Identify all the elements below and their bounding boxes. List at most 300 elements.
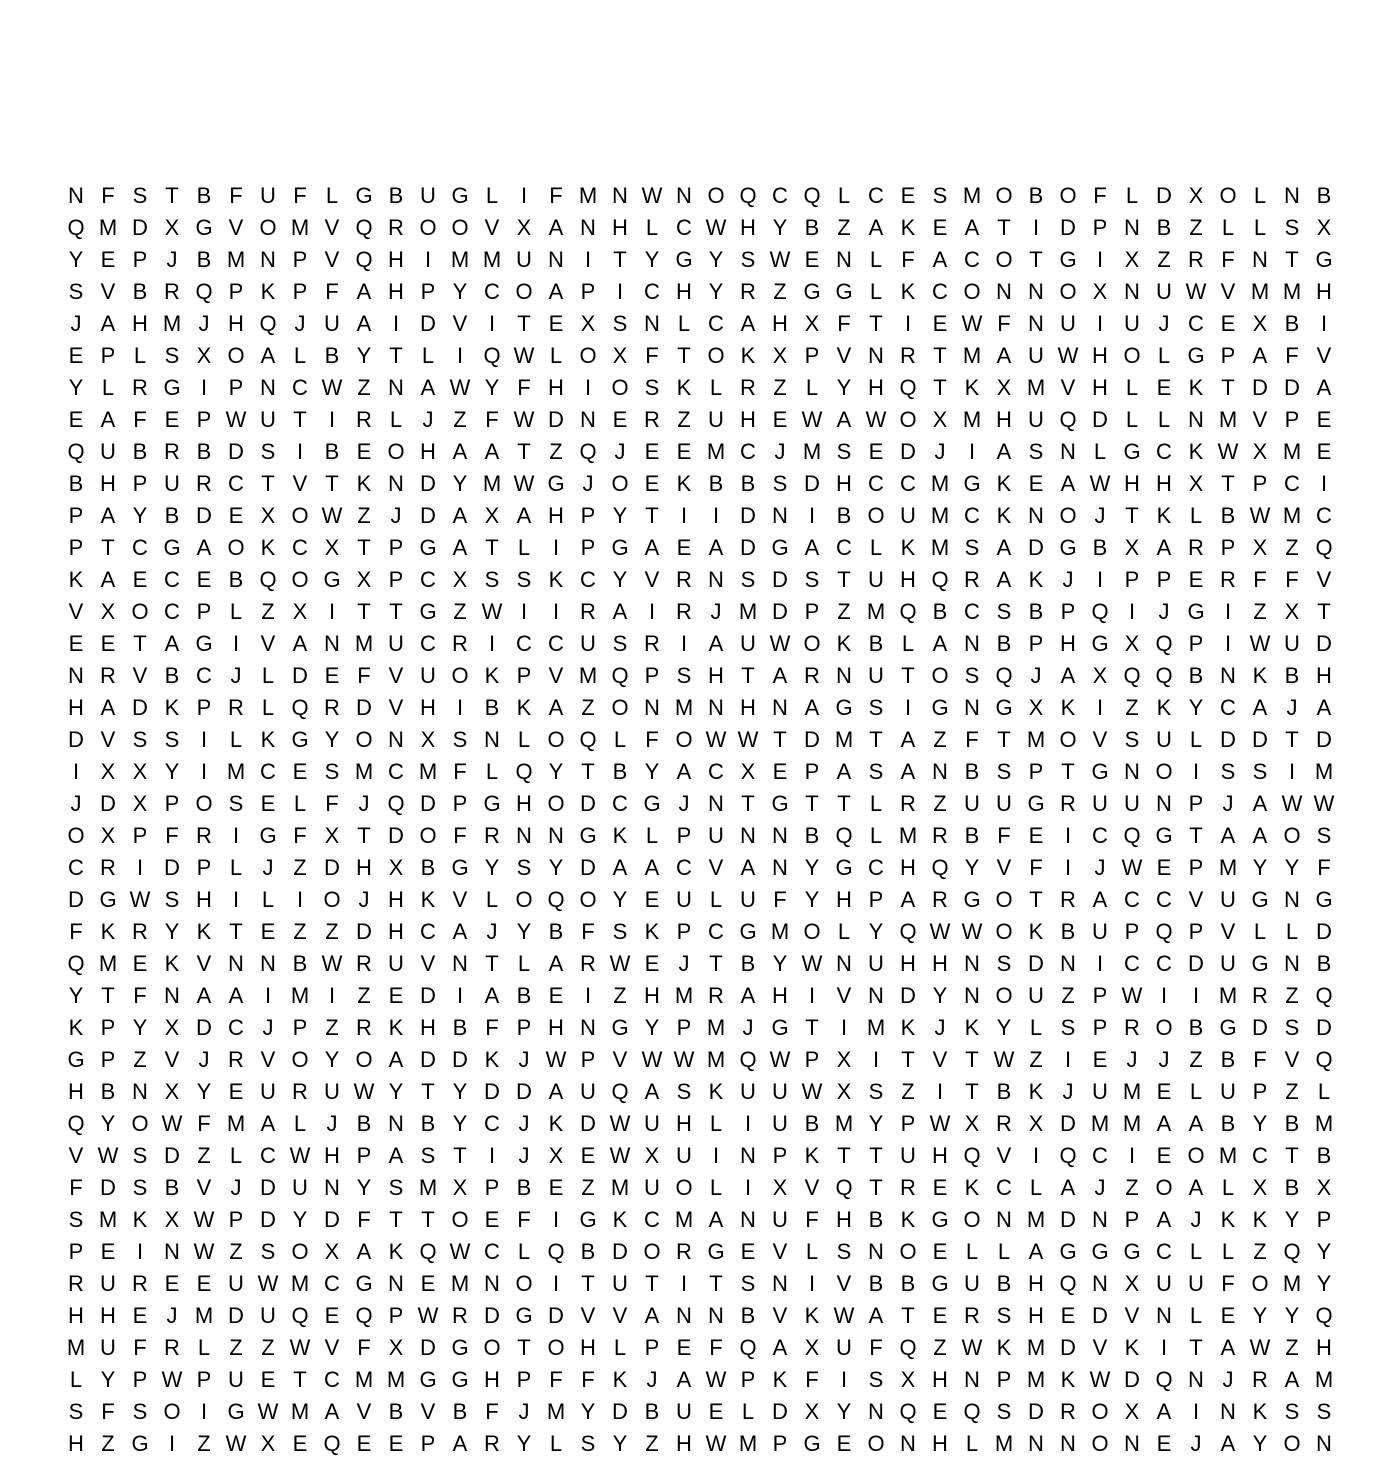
letter-cell[interactable]: O <box>451 663 469 688</box>
letter-cell[interactable]: W <box>961 311 983 336</box>
letter-cell[interactable]: L <box>1317 1079 1331 1104</box>
letter-cell[interactable]: R <box>804 663 820 688</box>
letter-cell[interactable]: P <box>644 663 660 688</box>
letter-cell[interactable]: E <box>196 567 212 592</box>
letter-cell[interactable]: C <box>836 535 852 560</box>
letter-cell[interactable]: X <box>452 567 468 592</box>
letter-cell[interactable]: Q <box>931 855 949 880</box>
letter-cell[interactable]: Z <box>325 1015 339 1040</box>
letter-cell[interactable]: E <box>772 759 788 784</box>
letter-cell[interactable]: W <box>673 1047 695 1072</box>
letter-cell[interactable]: T <box>325 471 339 496</box>
letter-cell[interactable]: V <box>1092 727 1108 752</box>
letter-cell[interactable]: F <box>229 183 243 208</box>
letter-cell[interactable]: D <box>484 1079 500 1104</box>
letter-cell[interactable]: B <box>996 1079 1012 1104</box>
letter-cell[interactable]: N <box>708 567 724 592</box>
letter-cell[interactable]: N <box>1284 183 1300 208</box>
letter-cell[interactable]: N <box>1284 951 1300 976</box>
letter-cell[interactable]: A <box>324 1399 340 1424</box>
letter-cell[interactable]: G <box>483 791 501 816</box>
letter-cell[interactable]: E <box>484 1207 500 1232</box>
letter-cell[interactable]: R <box>228 695 244 720</box>
letter-cell[interactable]: D <box>740 535 756 560</box>
letter-cell[interactable]: L <box>549 343 563 368</box>
letter-cell[interactable]: S <box>868 695 884 720</box>
letter-cell[interactable]: U <box>260 183 276 208</box>
letter-cell[interactable]: W <box>1185 279 1207 304</box>
letter-cell[interactable]: G <box>547 471 565 496</box>
letter-cell[interactable]: B <box>324 439 340 464</box>
letter-cell[interactable]: U <box>420 663 436 688</box>
letter-cell[interactable]: A <box>1252 791 1268 816</box>
letter-cell[interactable]: X <box>1124 1271 1140 1296</box>
letter-cell[interactable]: O <box>1059 279 1077 304</box>
letter-cell[interactable]: A <box>1188 1175 1204 1200</box>
letter-cell[interactable]: C <box>548 631 564 656</box>
letter-cell[interactable]: P <box>100 1047 116 1072</box>
letter-cell[interactable]: L <box>133 343 147 368</box>
letter-cell[interactable]: N <box>1060 1431 1076 1456</box>
letter-cell[interactable]: B <box>996 1271 1012 1296</box>
letter-cell[interactable]: I <box>616 279 624 304</box>
letter-cell[interactable]: H <box>1316 1335 1332 1360</box>
letter-cell[interactable]: N <box>964 631 980 656</box>
letter-cell[interactable]: A <box>1156 1111 1172 1136</box>
letter-cell[interactable]: L <box>1253 919 1267 944</box>
letter-cell[interactable]: Y <box>804 855 820 880</box>
letter-cell[interactable]: E <box>260 919 276 944</box>
letter-cell[interactable]: I <box>840 1015 848 1040</box>
letter-cell[interactable]: W <box>1121 855 1143 880</box>
letter-cell[interactable]: W <box>769 631 791 656</box>
letter-cell[interactable]: N <box>772 1271 788 1296</box>
letter-cell[interactable]: E <box>548 1175 564 1200</box>
letter-cell[interactable]: S <box>388 1175 404 1200</box>
letter-cell[interactable]: J <box>518 1111 530 1136</box>
letter-cell[interactable]: B <box>196 247 212 272</box>
letter-cell[interactable]: G <box>355 183 373 208</box>
letter-cell[interactable]: K <box>772 1367 788 1392</box>
letter-cell[interactable]: R <box>1060 887 1076 912</box>
letter-cell[interactable]: A <box>1188 1111 1204 1136</box>
letter-cell[interactable]: V <box>228 215 244 240</box>
letter-cell[interactable]: S <box>996 1303 1012 1328</box>
letter-cell[interactable]: M <box>1026 375 1046 400</box>
letter-cell[interactable]: E <box>132 1303 148 1328</box>
letter-cell[interactable]: A <box>484 439 500 464</box>
letter-cell[interactable]: A <box>676 759 692 784</box>
letter-cell[interactable]: T <box>837 567 851 592</box>
letter-cell[interactable]: W <box>769 247 791 272</box>
letter-cell[interactable]: G <box>675 247 693 272</box>
letter-cell[interactable]: X <box>548 1143 564 1168</box>
letter-cell[interactable]: J <box>582 471 594 496</box>
letter-cell[interactable]: F <box>581 919 595 944</box>
letter-cell[interactable]: C <box>1092 1143 1108 1168</box>
letter-cell[interactable]: G <box>1155 823 1173 848</box>
letter-cell[interactable]: M <box>1218 983 1238 1008</box>
letter-cell[interactable]: V <box>484 215 500 240</box>
letter-cell[interactable]: M <box>482 471 502 496</box>
letter-cell[interactable]: G <box>451 855 469 880</box>
letter-cell[interactable]: E <box>388 983 404 1008</box>
letter-cell[interactable]: M <box>354 759 374 784</box>
letter-cell[interactable]: M <box>1282 1271 1302 1296</box>
letter-cell[interactable]: D <box>580 791 596 816</box>
letter-cell[interactable]: A <box>452 439 468 464</box>
letter-cell[interactable]: L <box>1125 375 1139 400</box>
letter-cell[interactable]: H <box>676 279 692 304</box>
letter-cell[interactable]: O <box>67 823 85 848</box>
letter-cell[interactable]: C <box>676 215 692 240</box>
letter-cell[interactable]: N <box>388 1271 404 1296</box>
letter-cell[interactable]: A <box>836 759 852 784</box>
letter-cell[interactable]: B <box>804 1111 820 1136</box>
letter-cell[interactable]: X <box>1252 311 1268 336</box>
letter-cell[interactable]: P <box>292 279 308 304</box>
letter-cell[interactable]: J <box>166 1303 178 1328</box>
letter-cell[interactable]: B <box>740 951 756 976</box>
letter-cell[interactable]: H <box>644 983 660 1008</box>
letter-cell[interactable]: B <box>196 439 212 464</box>
letter-cell[interactable]: Q <box>899 599 917 624</box>
letter-cell[interactable]: G <box>419 535 437 560</box>
letter-cell[interactable]: Z <box>1125 695 1139 720</box>
letter-cell[interactable]: C <box>1284 471 1300 496</box>
letter-cell[interactable]: L <box>229 599 243 624</box>
letter-cell[interactable]: A <box>1156 1399 1172 1424</box>
letter-cell[interactable]: R <box>900 1175 916 1200</box>
letter-cell[interactable]: D <box>1124 1367 1140 1392</box>
letter-cell[interactable]: W <box>129 887 151 912</box>
letter-cell[interactable]: G <box>163 375 181 400</box>
letter-cell[interactable]: X <box>516 215 532 240</box>
letter-cell[interactable]: D <box>164 855 180 880</box>
letter-cell[interactable]: W <box>641 1047 663 1072</box>
letter-cell[interactable]: D <box>484 1303 500 1328</box>
letter-cell[interactable]: A <box>548 215 564 240</box>
letter-cell[interactable]: K <box>1188 439 1204 464</box>
letter-cell[interactable]: L <box>1125 183 1139 208</box>
letter-cell[interactable]: B <box>1060 919 1076 944</box>
letter-cell[interactable]: L <box>805 1239 819 1264</box>
letter-cell[interactable]: I <box>424 247 432 272</box>
letter-cell[interactable]: U <box>1220 887 1236 912</box>
letter-cell[interactable]: T <box>389 343 403 368</box>
letter-cell[interactable]: S <box>868 1079 884 1104</box>
letter-cell[interactable]: L <box>709 1175 723 1200</box>
letter-cell[interactable]: N <box>996 1207 1012 1232</box>
letter-cell[interactable]: E <box>932 1399 948 1424</box>
letter-cell[interactable]: F <box>549 1367 563 1392</box>
letter-cell[interactable]: D <box>900 983 916 1008</box>
letter-cell[interactable]: Y <box>164 919 180 944</box>
letter-cell[interactable]: G <box>1059 247 1077 272</box>
letter-cell[interactable]: Z <box>101 1431 115 1456</box>
letter-cell[interactable]: W <box>417 1303 439 1328</box>
letter-cell[interactable]: M <box>290 215 310 240</box>
letter-cell[interactable]: A <box>388 1143 404 1168</box>
letter-cell[interactable]: M <box>962 183 982 208</box>
letter-cell[interactable]: J <box>1190 1431 1202 1456</box>
letter-cell[interactable]: Z <box>1285 1335 1299 1360</box>
letter-cell[interactable]: H <box>932 951 948 976</box>
letter-cell[interactable]: O <box>995 919 1013 944</box>
letter-cell[interactable]: K <box>612 823 628 848</box>
letter-cell[interactable]: K <box>900 279 916 304</box>
letter-cell[interactable]: D <box>1156 183 1172 208</box>
letter-cell[interactable]: N <box>740 823 756 848</box>
letter-cell[interactable]: E <box>68 631 84 656</box>
letter-cell[interactable]: R <box>900 791 916 816</box>
letter-cell[interactable]: T <box>485 951 499 976</box>
letter-cell[interactable]: V <box>1124 1303 1140 1328</box>
letter-cell[interactable]: Z <box>901 1079 915 1104</box>
letter-cell[interactable]: V <box>100 727 116 752</box>
letter-cell[interactable]: D <box>1060 215 1076 240</box>
letter-cell[interactable]: M <box>674 695 694 720</box>
letter-cell[interactable]: O <box>291 1047 309 1072</box>
letter-cell[interactable]: Y <box>452 471 468 496</box>
letter-cell[interactable]: Z <box>773 279 787 304</box>
letter-cell[interactable]: D <box>1060 1335 1076 1360</box>
letter-cell[interactable]: P <box>1188 855 1204 880</box>
letter-cell[interactable]: E <box>356 1431 372 1456</box>
letter-cell[interactable]: Q <box>483 343 501 368</box>
letter-cell[interactable]: D <box>132 215 148 240</box>
letter-cell[interactable]: S <box>1284 1015 1300 1040</box>
letter-cell[interactable]: O <box>579 343 597 368</box>
letter-cell[interactable]: P <box>804 599 820 624</box>
letter-cell[interactable]: L <box>517 727 531 752</box>
letter-cell[interactable]: R <box>196 823 212 848</box>
letter-cell[interactable]: Y <box>1284 855 1300 880</box>
letter-cell[interactable]: E <box>100 1239 116 1264</box>
letter-cell[interactable]: D <box>420 471 436 496</box>
letter-cell[interactable]: L <box>1157 343 1171 368</box>
letter-cell[interactable]: B <box>868 631 884 656</box>
letter-cell[interactable]: P <box>196 599 212 624</box>
letter-cell[interactable]: J <box>1222 791 1234 816</box>
letter-cell[interactable]: Q <box>67 951 85 976</box>
letter-cell[interactable]: Q <box>67 439 85 464</box>
letter-cell[interactable]: H <box>772 983 788 1008</box>
letter-cell[interactable]: B <box>1092 535 1108 560</box>
letter-cell[interactable]: J <box>518 1143 530 1168</box>
letter-cell[interactable]: I <box>1096 311 1104 336</box>
letter-cell[interactable]: D <box>612 1399 628 1424</box>
letter-cell[interactable]: T <box>773 727 787 752</box>
letter-cell[interactable]: W <box>321 951 343 976</box>
letter-cell[interactable]: Z <box>1189 215 1203 240</box>
letter-cell[interactable]: B <box>484 695 500 720</box>
letter-cell[interactable]: J <box>1158 311 1170 336</box>
letter-cell[interactable]: H <box>132 311 148 336</box>
letter-cell[interactable]: P <box>388 1303 404 1328</box>
letter-cell[interactable]: H <box>1316 663 1332 688</box>
letter-cell[interactable]: W <box>1313 791 1335 816</box>
letter-cell[interactable]: B <box>1284 1175 1300 1200</box>
letter-cell[interactable]: N <box>1124 215 1140 240</box>
letter-cell[interactable]: C <box>708 919 724 944</box>
letter-cell[interactable]: W <box>705 1431 727 1456</box>
letter-cell[interactable]: K <box>1156 503 1172 528</box>
letter-cell[interactable]: M <box>1090 1111 1110 1136</box>
letter-cell[interactable]: L <box>389 407 403 432</box>
letter-cell[interactable]: O <box>1091 1399 1109 1424</box>
letter-cell[interactable]: C <box>164 567 180 592</box>
letter-cell[interactable]: F <box>133 407 147 432</box>
letter-cell[interactable]: W <box>609 951 631 976</box>
letter-cell[interactable]: R <box>1124 1015 1140 1040</box>
letter-cell[interactable]: H <box>900 567 916 592</box>
letter-cell[interactable]: J <box>518 1399 530 1424</box>
letter-cell[interactable]: F <box>357 1335 371 1360</box>
letter-cell[interactable]: X <box>164 215 180 240</box>
letter-cell[interactable]: G <box>963 887 981 912</box>
letter-cell[interactable]: G <box>1091 759 1109 784</box>
letter-cell[interactable]: U <box>964 791 980 816</box>
letter-cell[interactable]: M <box>1122 1079 1142 1104</box>
letter-cell[interactable]: T <box>997 727 1011 752</box>
letter-cell[interactable]: U <box>516 247 532 272</box>
letter-cell[interactable]: Q <box>963 1399 981 1424</box>
letter-cell[interactable]: E <box>164 407 180 432</box>
letter-cell[interactable]: I <box>712 503 720 528</box>
letter-cell[interactable]: M <box>930 535 950 560</box>
letter-cell[interactable]: I <box>808 983 816 1008</box>
letter-cell[interactable]: B <box>964 823 980 848</box>
letter-cell[interactable]: I <box>1320 471 1328 496</box>
letter-cell[interactable]: Y <box>612 887 628 912</box>
letter-cell[interactable]: N <box>1124 279 1140 304</box>
letter-cell[interactable]: Z <box>261 599 275 624</box>
letter-cell[interactable]: D <box>1316 919 1332 944</box>
letter-cell[interactable]: T <box>1317 599 1331 624</box>
letter-cell[interactable]: H <box>420 1015 436 1040</box>
letter-cell[interactable]: M <box>1026 1335 1046 1360</box>
letter-cell[interactable]: L <box>837 919 851 944</box>
letter-cell[interactable]: O <box>675 727 693 752</box>
letter-cell[interactable]: A <box>740 983 756 1008</box>
letter-cell[interactable]: Z <box>1189 1047 1203 1072</box>
letter-cell[interactable]: V <box>996 855 1012 880</box>
letter-cell[interactable]: S <box>612 311 628 336</box>
letter-cell[interactable]: O <box>131 1111 149 1136</box>
letter-cell[interactable]: I <box>1032 1143 1040 1168</box>
letter-cell[interactable]: P <box>452 791 468 816</box>
letter-cell[interactable]: U <box>964 1271 980 1296</box>
letter-cell[interactable]: O <box>611 471 629 496</box>
letter-cell[interactable]: B <box>996 631 1012 656</box>
letter-cell[interactable]: E <box>164 1271 180 1296</box>
letter-cell[interactable]: Z <box>1253 1239 1267 1264</box>
letter-cell[interactable]: T <box>677 343 691 368</box>
letter-cell[interactable]: X <box>1188 471 1204 496</box>
letter-cell[interactable]: P <box>580 535 596 560</box>
letter-cell[interactable]: P <box>644 1335 660 1360</box>
letter-cell[interactable]: E <box>708 1399 724 1424</box>
letter-cell[interactable]: M <box>66 1335 86 1360</box>
letter-cell[interactable]: P <box>1316 1207 1332 1232</box>
letter-cell[interactable]: X <box>1124 1399 1140 1424</box>
letter-cell[interactable]: R <box>484 1431 500 1456</box>
letter-cell[interactable]: T <box>581 759 595 784</box>
letter-cell[interactable]: O <box>899 407 917 432</box>
letter-cell[interactable]: Y <box>932 983 948 1008</box>
letter-cell[interactable]: G <box>835 855 853 880</box>
letter-cell[interactable]: X <box>804 311 820 336</box>
letter-cell[interactable]: G <box>1315 247 1333 272</box>
letter-cell[interactable]: X <box>420 727 436 752</box>
letter-cell[interactable]: W <box>161 1111 183 1136</box>
letter-cell[interactable]: M <box>546 1399 566 1424</box>
letter-cell[interactable]: L <box>869 823 883 848</box>
letter-cell[interactable]: Q <box>1155 1367 1173 1392</box>
letter-cell[interactable]: J <box>230 1175 242 1200</box>
letter-cell[interactable]: D <box>1188 951 1204 976</box>
letter-cell[interactable]: U <box>900 503 916 528</box>
letter-cell[interactable]: P <box>996 1367 1012 1392</box>
letter-cell[interactable]: M <box>962 343 982 368</box>
letter-cell[interactable]: F <box>485 1015 499 1040</box>
letter-cell[interactable]: X <box>1284 599 1300 624</box>
letter-cell[interactable]: R <box>292 1079 308 1104</box>
letter-cell[interactable]: S <box>676 1079 692 1104</box>
letter-cell[interactable]: I <box>840 1367 848 1392</box>
letter-cell[interactable]: A <box>1060 1175 1076 1200</box>
letter-cell[interactable]: T <box>293 407 307 432</box>
letter-cell[interactable]: P <box>68 503 84 528</box>
letter-cell[interactable]: I <box>1064 1047 1072 1072</box>
letter-cell[interactable]: Y <box>1316 1239 1332 1264</box>
letter-cell[interactable]: E <box>228 1079 244 1104</box>
letter-cell[interactable]: B <box>516 1175 532 1200</box>
letter-cell[interactable]: N <box>964 1367 980 1392</box>
letter-cell[interactable]: M <box>866 599 886 624</box>
letter-cell[interactable]: H <box>388 887 404 912</box>
letter-cell[interactable]: U <box>996 791 1012 816</box>
letter-cell[interactable]: N <box>868 1399 884 1424</box>
letter-cell[interactable]: A <box>516 503 532 528</box>
letter-cell[interactable]: X <box>356 567 372 592</box>
letter-cell[interactable]: C <box>1124 887 1140 912</box>
letter-cell[interactable]: Y <box>324 1047 340 1072</box>
letter-cell[interactable]: C <box>260 759 276 784</box>
letter-cell[interactable]: P <box>1028 759 1044 784</box>
letter-cell[interactable]: Z <box>773 375 787 400</box>
letter-cell[interactable]: C <box>1156 951 1172 976</box>
letter-cell[interactable]: O <box>643 1239 661 1264</box>
letter-cell[interactable]: H <box>548 1015 564 1040</box>
letter-cell[interactable]: C <box>196 663 212 688</box>
letter-cell[interactable]: O <box>355 1047 373 1072</box>
letter-cell[interactable]: X <box>324 823 340 848</box>
letter-cell[interactable]: J <box>390 503 402 528</box>
letter-cell[interactable]: R <box>708 983 724 1008</box>
letter-cell[interactable]: S <box>132 1143 148 1168</box>
letter-cell[interactable]: H <box>612 215 628 240</box>
letter-cell[interactable]: N <box>1316 1431 1332 1456</box>
letter-cell[interactable]: C <box>996 1175 1012 1200</box>
letter-cell[interactable]: L <box>101 375 115 400</box>
letter-cell[interactable]: S <box>612 919 628 944</box>
letter-cell[interactable]: K <box>900 535 916 560</box>
letter-cell[interactable]: T <box>901 1047 915 1072</box>
letter-cell[interactable]: F <box>1285 567 1299 592</box>
letter-cell[interactable]: A <box>708 1207 724 1232</box>
